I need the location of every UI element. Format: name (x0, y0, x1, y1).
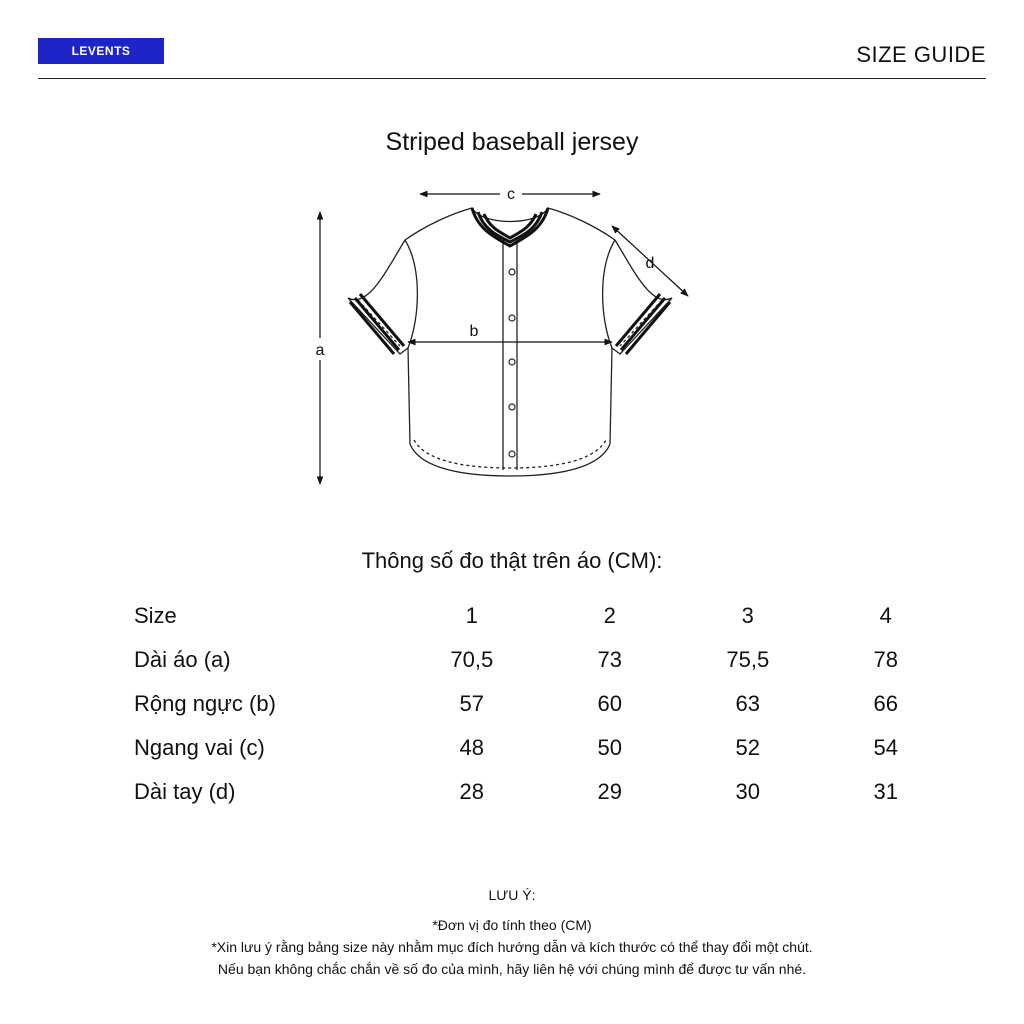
note-line: Nếu bạn không chắc chắn về số đo của mình, hãy liên hệ với chúng mình để được tư vấn nhé. (217, 961, 807, 977)
table-row (128, 770, 936, 814)
table-cell: 57 (459, 691, 485, 716)
table-cell: 73 (597, 647, 623, 672)
table-header-cell: Size (134, 603, 177, 628)
cuff-stripes (350, 294, 670, 354)
table-cell: 28 (459, 779, 485, 804)
collar-stripes (472, 208, 548, 246)
product-name: Striped baseball jersey (385, 128, 639, 156)
table-cell: 48 (459, 735, 485, 760)
table-header-row (128, 594, 936, 638)
table-cell: 30 (735, 779, 761, 804)
label-b: b (469, 323, 479, 340)
header-divider (38, 78, 986, 79)
table-cell: 29 (597, 779, 623, 804)
page-title: SIZE GUIDE (856, 42, 986, 67)
jersey-buttons (509, 269, 515, 457)
table-cell: 70,5 (450, 647, 494, 672)
table-cell: 50 (597, 735, 623, 760)
label-c: c (507, 186, 515, 203)
table-cell: 31 (873, 779, 899, 804)
table-header-cell: 3 (741, 603, 754, 628)
label-a: a (315, 342, 325, 359)
table-row (128, 726, 936, 770)
note-line: *Đơn vị đo tính theo (CM) (432, 917, 592, 933)
note-line: *Xin lưu ý rằng bảng size này nhằm mục đích hướng dẫn và kích thước có thể thay đổi một chút. (211, 939, 813, 955)
table-row-label: Ngang vai (c) (134, 735, 265, 760)
table-cell: 52 (735, 735, 761, 760)
table-header-cell: 4 (879, 603, 892, 628)
table-cell: 54 (873, 735, 899, 760)
brand-logo: LEVENTS (38, 38, 164, 64)
jersey-diagram (300, 178, 720, 498)
size-table (128, 594, 936, 814)
table-row (128, 682, 936, 726)
notes-section (0, 884, 1024, 980)
table-cell: 66 (873, 691, 899, 716)
table-cell: 63 (735, 691, 761, 716)
table-cell: 78 (873, 647, 899, 672)
table-row-label: Dài áo (a) (134, 647, 231, 672)
table-cell: 60 (597, 691, 623, 716)
measurement-labels (308, 182, 654, 360)
notes-title: LƯU Ý: (488, 887, 536, 903)
table-cell: 75,5 (726, 647, 770, 672)
label-d: d (645, 255, 655, 272)
table-row-label: Rộng ngực (b) (134, 691, 276, 716)
measurement-table-title: Thông số đo thật trên áo (CM): (361, 548, 663, 573)
table-row (128, 638, 936, 682)
table-row-label: Dài tay (d) (134, 779, 236, 804)
table-header-cell: 2 (603, 603, 616, 628)
table-header-cell: 1 (465, 603, 478, 628)
